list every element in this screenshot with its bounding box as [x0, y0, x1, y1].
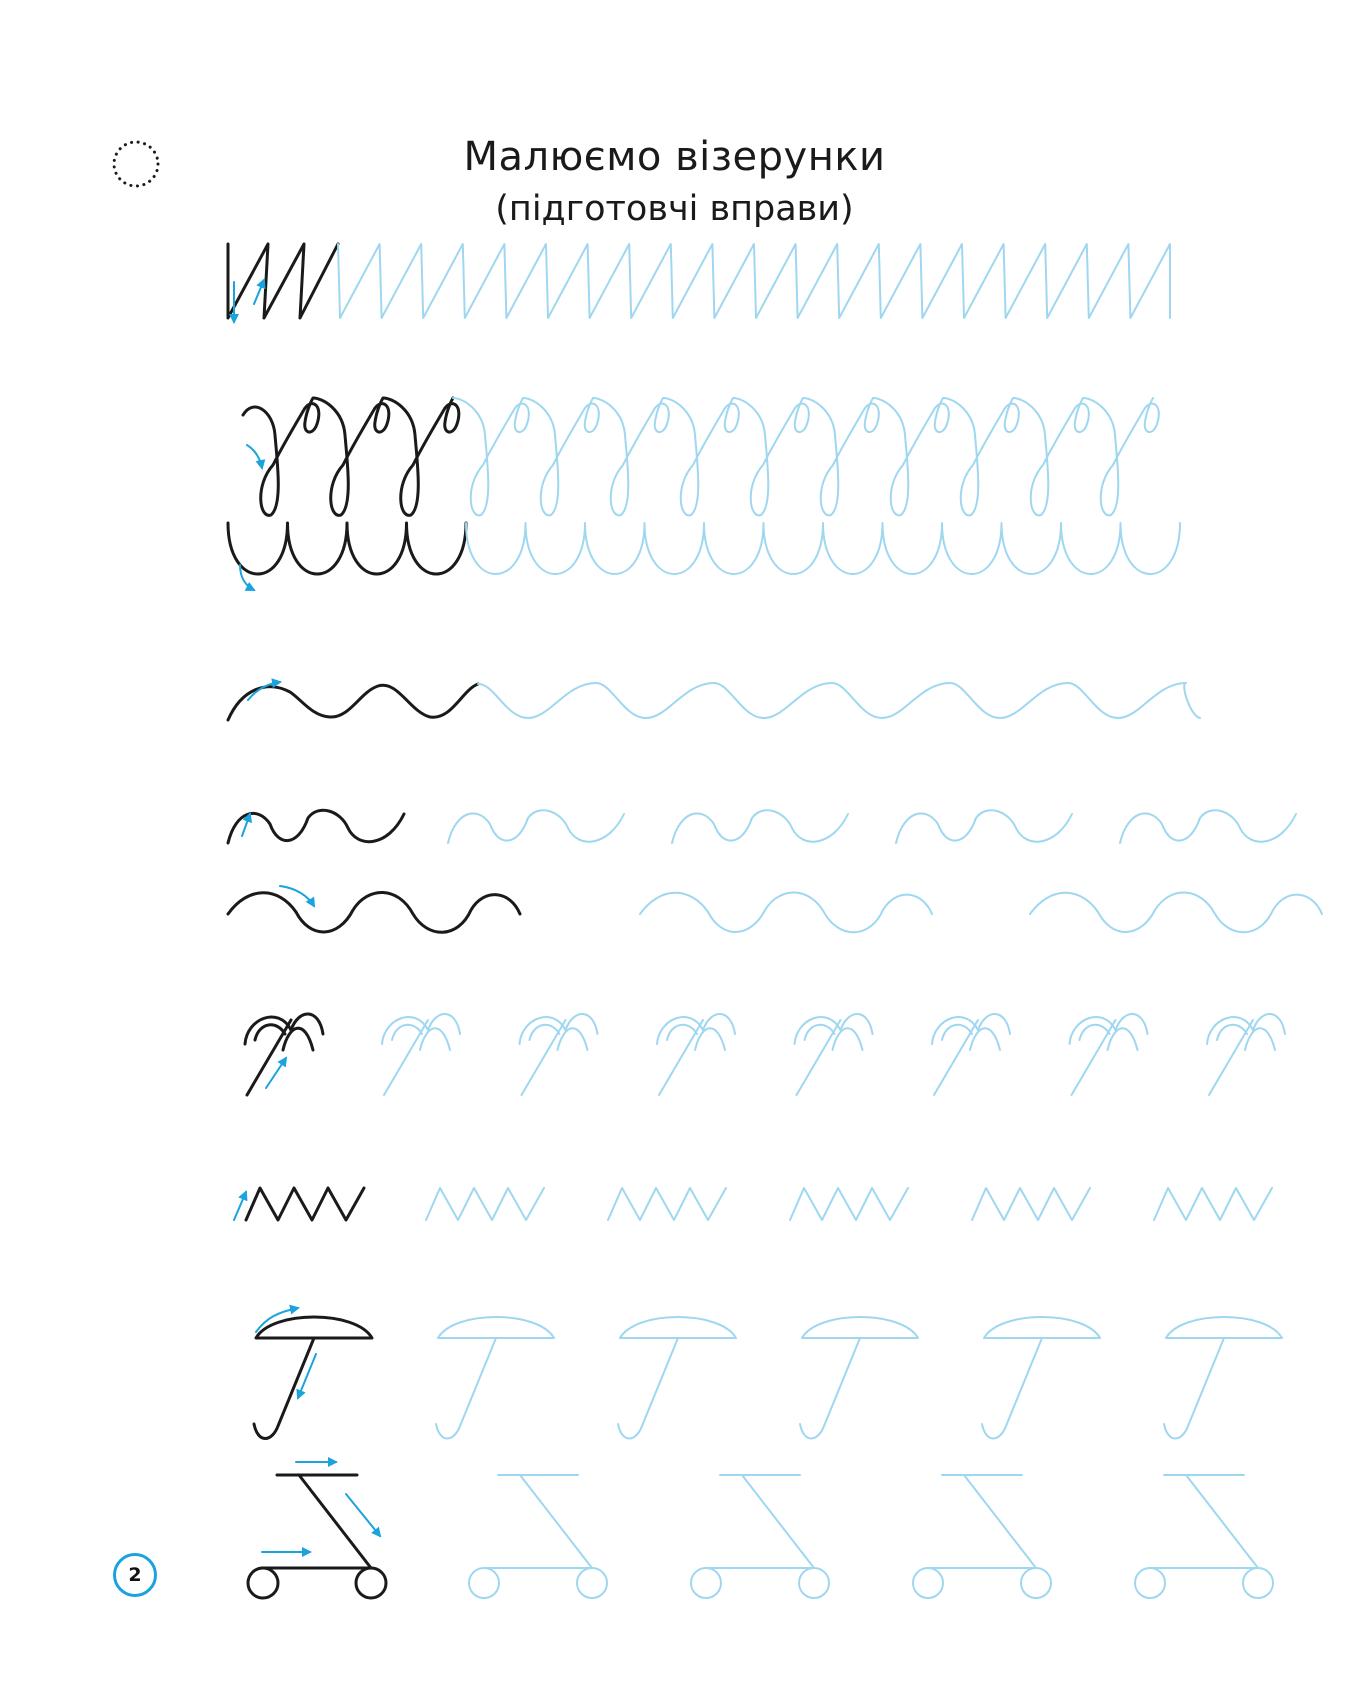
- page-title: Малюємо візерунки: [463, 134, 886, 180]
- trace-mini-zigzag: [426, 1188, 544, 1220]
- trace-fountain: [932, 1014, 1010, 1095]
- row-umbrella: [254, 1317, 1282, 1439]
- trace-umbrella-canopy: [984, 1317, 1100, 1338]
- trace-fountain-right-spray: [566, 1014, 598, 1034]
- trace-scooter-stem: [520, 1475, 592, 1568]
- trace-fountain-inner-spray: [970, 1028, 1000, 1050]
- trace-fountain-inner-spray: [695, 1028, 725, 1050]
- trace-umbrella: [800, 1317, 918, 1439]
- trace-fountain-right-spray: [978, 1014, 1010, 1034]
- row-scooter: [248, 1475, 1273, 1598]
- trace-scooter-back-wheel: [913, 1568, 943, 1598]
- sample-scooter-back-wheel: [248, 1568, 278, 1598]
- trace-fountain-inner-spray: [833, 1028, 863, 1050]
- trace-fountain: [382, 1014, 460, 1095]
- trace-mini-zigzag: [790, 1188, 908, 1220]
- sample-fountain-right-spray: [291, 1014, 323, 1034]
- trace-umbrella: [1164, 1317, 1282, 1439]
- row-cups: [228, 523, 1180, 574]
- trace-short-wave: [896, 810, 1072, 843]
- sample-scooter: [248, 1475, 386, 1598]
- arrow-icon: [247, 445, 262, 468]
- trace-scooter: [1135, 1475, 1273, 1598]
- arrow-icon: [266, 1058, 286, 1088]
- sample-fountain: [245, 1014, 323, 1095]
- trace-scooter-back-wheel: [469, 1568, 499, 1598]
- trace-mini-zigzag: [972, 1188, 1090, 1220]
- trace-fountain-inner-spray: [1108, 1028, 1138, 1050]
- trace-fountain: [1070, 1014, 1148, 1095]
- trace-short-wave: [448, 810, 624, 843]
- trace-fountain-right-spray: [841, 1014, 873, 1034]
- sample-umbrella-handle: [254, 1338, 314, 1439]
- row-loops: [243, 398, 1159, 515]
- sample-scooter-stem: [299, 1475, 371, 1568]
- trace-long-wave: [640, 892, 932, 932]
- trace-fountain-inner-spray: [420, 1028, 450, 1050]
- sample-cups: [228, 523, 466, 574]
- row-zigzag: [228, 244, 1170, 318]
- sample-wave: [228, 684, 478, 720]
- arrow-icon: [234, 1192, 246, 1220]
- trace-umbrella-handle: [1164, 1338, 1224, 1439]
- trace-scooter-back-wheel: [691, 1568, 721, 1598]
- sample-umbrella-canopy: [256, 1317, 372, 1338]
- trace-wave: [478, 683, 1200, 718]
- arrow-icon: [346, 1494, 380, 1536]
- trace-umbrella: [618, 1317, 736, 1439]
- trace-umbrella-handle: [436, 1338, 496, 1439]
- sample-mini-zigzag: [246, 1188, 364, 1220]
- trace-fountain: [657, 1014, 735, 1095]
- trace-mini-zigzag: [1154, 1188, 1272, 1220]
- trace-fountain-right-spray: [703, 1014, 735, 1034]
- trace-fountain: [520, 1014, 598, 1095]
- trace-scooter: [469, 1475, 607, 1598]
- trace-umbrella-canopy: [438, 1317, 554, 1338]
- sample-fountain-inner-spray: [283, 1028, 313, 1050]
- page-number: 2: [113, 1553, 157, 1597]
- trace-scooter: [913, 1475, 1051, 1598]
- trace-short-wave: [1120, 810, 1296, 843]
- trace-umbrella-handle: [618, 1338, 678, 1439]
- row-fountain: [245, 1014, 1285, 1095]
- trace-mini-zigzag: [608, 1188, 726, 1220]
- sample-loops: [243, 398, 459, 515]
- arrow-icon: [280, 886, 314, 906]
- trace-fountain-inner-spray: [558, 1028, 588, 1050]
- trace-scooter-front-wheel: [1021, 1568, 1051, 1598]
- trace-zigzag: [338, 244, 1170, 318]
- trace-scooter-front-wheel: [799, 1568, 829, 1598]
- row-long-wave: [228, 892, 1322, 932]
- trace-umbrella-canopy: [620, 1317, 736, 1338]
- row-wave: [228, 683, 1200, 720]
- trace-umbrella-handle: [982, 1338, 1042, 1439]
- trace-scooter-front-wheel: [1243, 1568, 1273, 1598]
- trace-fountain-right-spray: [428, 1014, 460, 1034]
- sample-short-wave: [228, 810, 404, 843]
- trace-scooter: [691, 1475, 829, 1598]
- trace-fountain: [795, 1014, 873, 1095]
- trace-fountain-inner-spray: [1245, 1028, 1275, 1050]
- trace-scooter-stem: [1186, 1475, 1258, 1568]
- trace-short-wave: [672, 810, 848, 843]
- trace-fountain: [1207, 1014, 1285, 1095]
- trace-fountain-right-spray: [1116, 1014, 1148, 1034]
- trace-long-wave: [1030, 892, 1322, 932]
- arrow-icon: [298, 1354, 316, 1398]
- arrow-icon: [254, 280, 264, 304]
- row-mini-zigzag: [246, 1188, 1272, 1220]
- trace-umbrella-canopy: [802, 1317, 918, 1338]
- trace-cups: [466, 523, 1180, 574]
- row-short-wave: [228, 810, 1296, 843]
- trace-scooter-stem: [742, 1475, 814, 1568]
- trace-scooter-stem: [964, 1475, 1036, 1568]
- trace-fountain-right-spray: [1253, 1014, 1285, 1034]
- sample-umbrella: [254, 1317, 372, 1439]
- sample-zigzag: [228, 244, 338, 318]
- trace-scooter-front-wheel: [577, 1568, 607, 1598]
- sample-scooter-front-wheel: [356, 1568, 386, 1598]
- trace-scooter-back-wheel: [1135, 1568, 1165, 1598]
- page-subtitle: (підготовчі вправи): [495, 189, 854, 229]
- trace-loops: [453, 398, 1159, 515]
- trace-umbrella: [436, 1317, 554, 1439]
- trace-umbrella-handle: [800, 1338, 860, 1439]
- trace-umbrella-canopy: [1166, 1317, 1282, 1338]
- trace-umbrella: [982, 1317, 1100, 1439]
- sample-long-wave: [228, 892, 520, 932]
